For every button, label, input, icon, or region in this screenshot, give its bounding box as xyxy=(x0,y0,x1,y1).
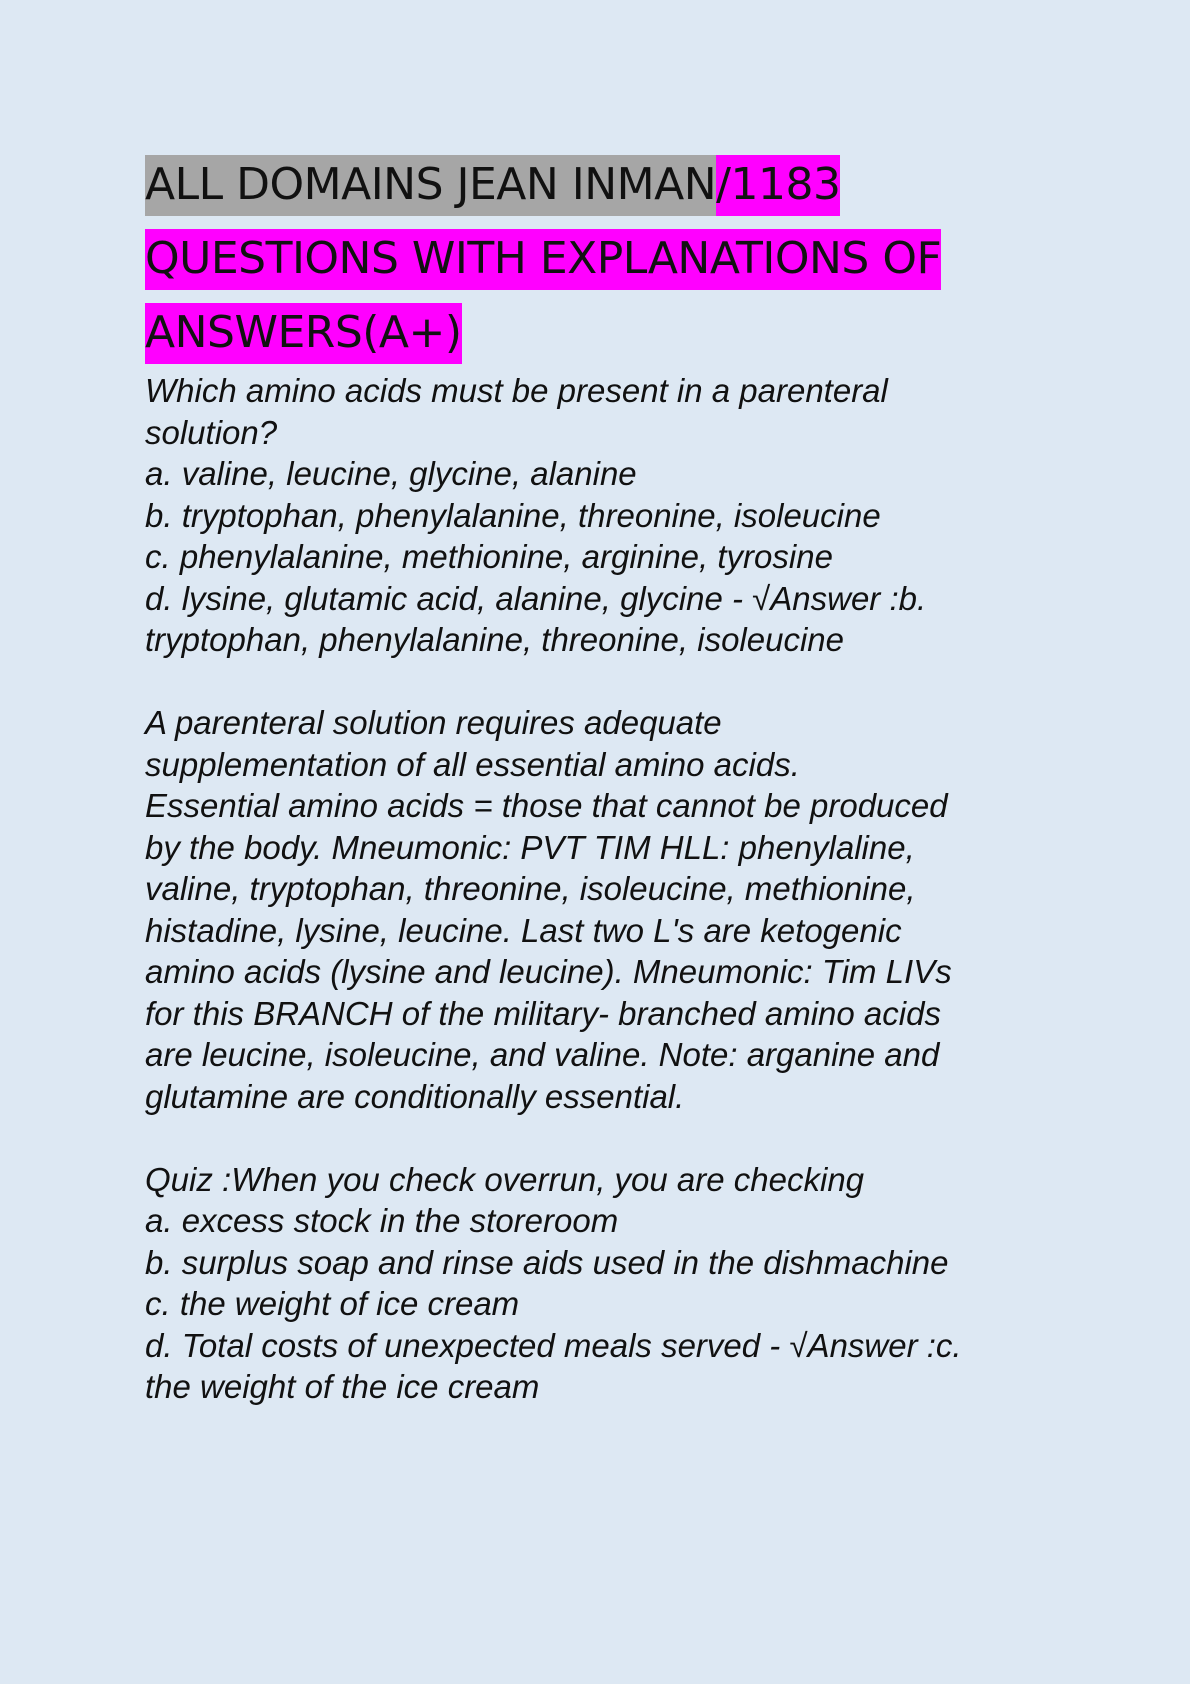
explanation-line: histadine, lysine, leucine. Last two L's are ketogenic xyxy=(145,911,902,949)
explanation-1 xyxy=(145,702,1065,1117)
question-1-stem: Which amino acids must be present in a parenteral xyxy=(145,372,888,409)
question-1-option-a: a. valine, leucine, glycine, alanine xyxy=(145,455,637,492)
title-line-2: QUESTIONS WITH EXPLANATIONS OF xyxy=(145,229,941,290)
explanation-line: valine, tryptophan, threonine, isoleucine, methionine, xyxy=(145,870,916,907)
question-1-answer-cont: tryptophan, phenylalanine, threonine, isoleucine xyxy=(145,621,844,658)
question-2-option-d-answer: d. Total costs of unexpected meals served - √Answer :c. xyxy=(145,1326,962,1364)
question-2-stem: Quiz :When you check overrun, you are checking xyxy=(145,1160,865,1198)
question-1-option-c: c. phenylalanine, methionine, arginine, tyrosine xyxy=(145,538,833,575)
question-1-option-d-answer: d. lysine, glutamic acid, alanine, glycine - √Answer :b. xyxy=(145,579,927,617)
title-line-3: ANSWERS(A+) xyxy=(145,303,462,364)
question-2-option-a: a. excess stock in the storeroom xyxy=(145,1202,619,1239)
question-1-stem-cont: solution? xyxy=(145,413,278,451)
question-2 xyxy=(145,1159,1065,1408)
explanation-line: Essential amino acids = those that cannot be produced xyxy=(145,787,948,824)
explanation-line: A parenteral solution requires adequate xyxy=(145,704,722,741)
title-highlight-gray: ALL DOMAINS JEAN INMAN xyxy=(145,155,716,216)
question-2-answer-cont: the weight of the ice cream xyxy=(145,1368,540,1405)
explanation-line: supplementation of all essential amino acids. xyxy=(145,745,800,783)
document-title xyxy=(145,148,1065,370)
question-1-option-b: b. tryptophan, phenylalanine, threonine, isoleucine xyxy=(145,496,881,534)
paragraph-gap xyxy=(145,1117,1065,1159)
question-2-option-c: c. the weight of ice cream xyxy=(145,1285,520,1322)
question-1 xyxy=(145,370,1065,661)
explanation-line: are leucine, isoleucine, and valine. Note: arganine and xyxy=(145,1036,940,1073)
paragraph-gap xyxy=(145,661,1065,703)
explanation-line: amino acids (lysine and leucine). Mneumonic: Tim LIVs xyxy=(145,953,952,990)
document-content xyxy=(145,148,1065,1408)
explanation-line: by the body. Mneumonic: PVT TIM HLL: phenylaline, xyxy=(145,828,915,866)
explanation-line: for this BRANCH of the military- branched amino acids xyxy=(145,994,941,1032)
title-highlight-magenta: /1183 xyxy=(716,155,840,216)
question-2-option-b: b. surplus soap and rinse aids used in the dishmachine xyxy=(145,1243,949,1281)
explanation-line: glutamine are conditionally essential. xyxy=(145,1077,685,1115)
